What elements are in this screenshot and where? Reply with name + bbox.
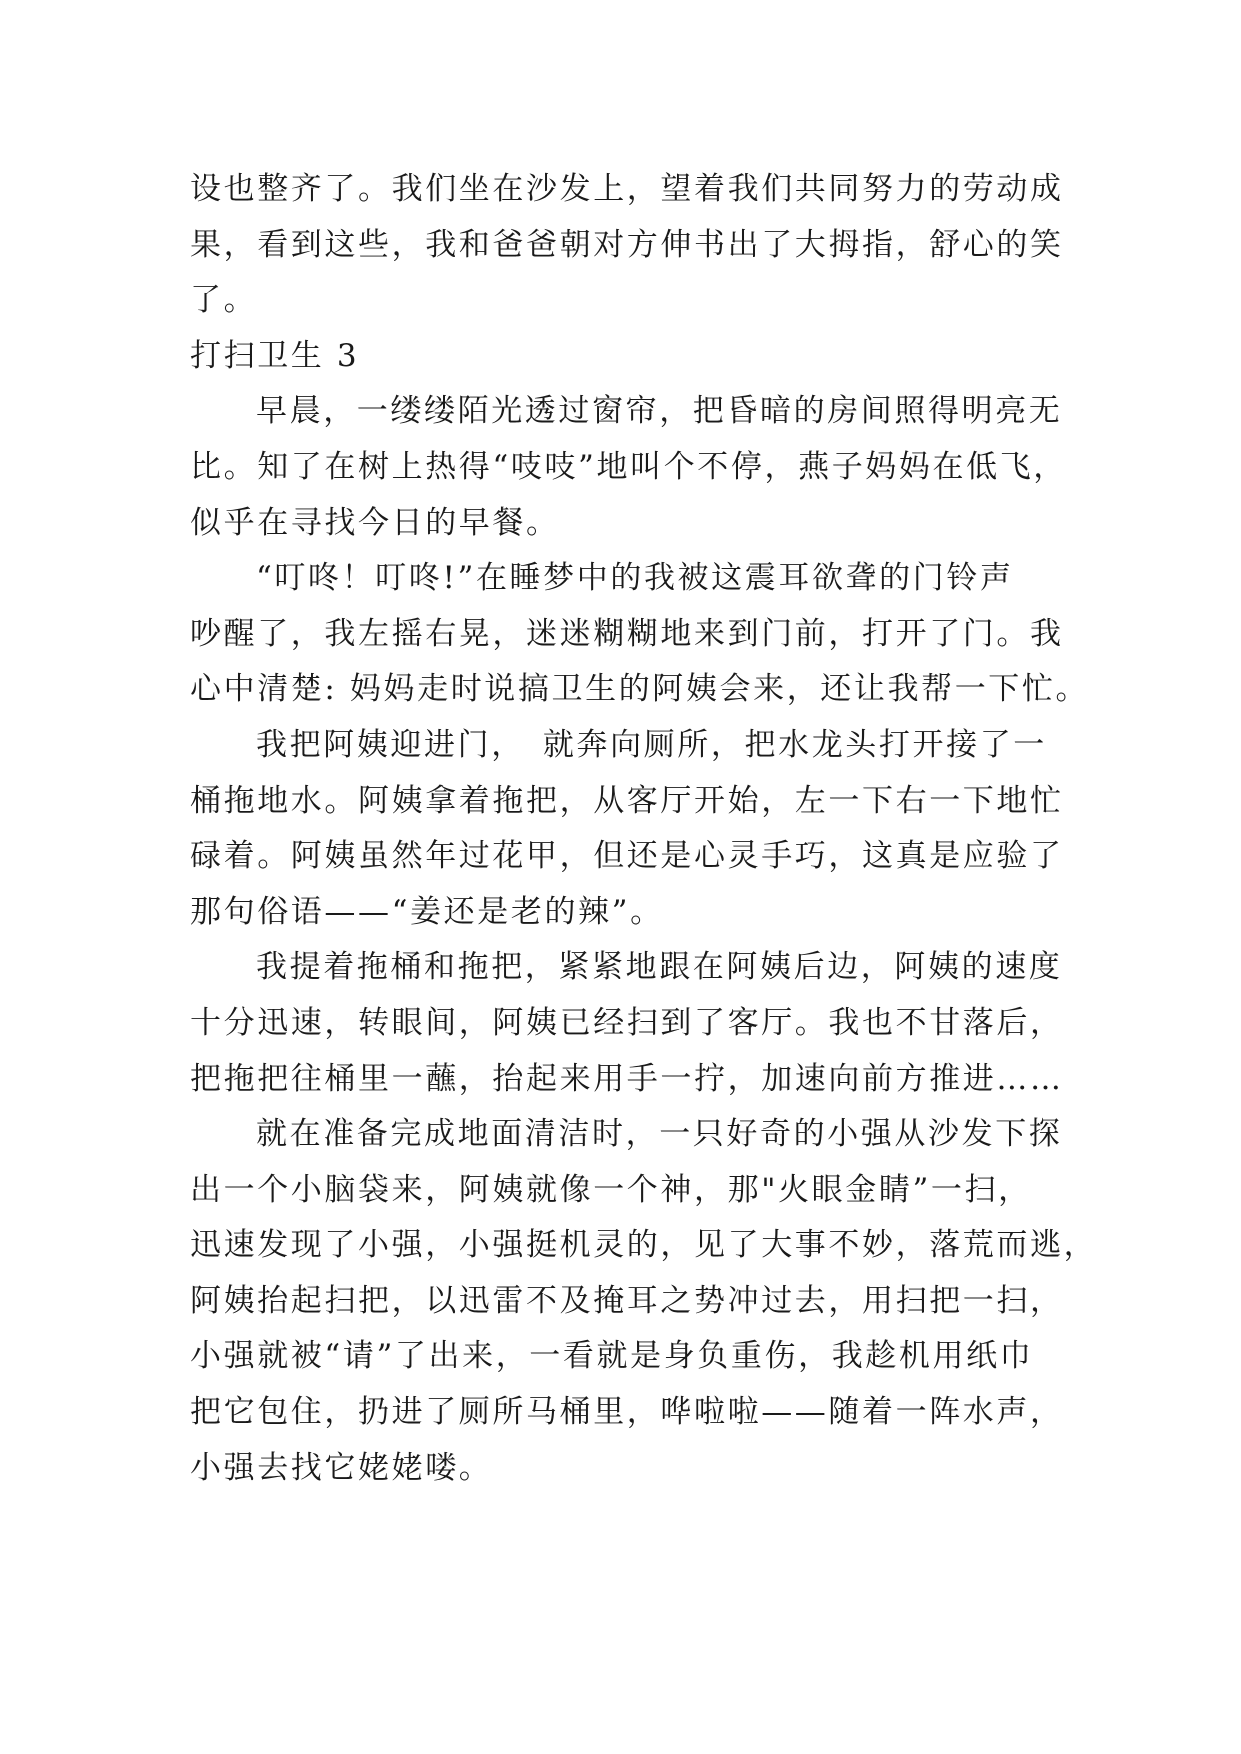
text-line: 阿姨抬起扫把，以迅雷不及掩耳之势冲过去，用扫把一扫， [190, 1282, 1064, 1319]
text-line: 吵醒了，我左摇右晃，迷迷糊糊地来到门前，打开了门。我 [190, 615, 1064, 652]
text-line: 果，看到这些，我和爸爸朝对方伸书出了大拇指，舒心的笑 [190, 226, 1064, 263]
text-line: 设也整齐了。我们坐在沙发上，望着我们共同努力的劳动成 [190, 171, 1064, 207]
text-line: 碌着。阿姨虽然年过花甲，但还是心灵手巧，这真是应验了 [190, 838, 1064, 875]
text-line: 那句俗语——“姜还是老的辣”。 [190, 893, 664, 930]
text-line: 小强去找它姥姥喽。 [190, 1449, 493, 1486]
text-line: 早晨，一缕缕陌光透过窗帘，把昏暗的房间照得明亮无 [256, 393, 1063, 430]
text-line: 我提着拖桶和拖把，紧紧地跟在阿姨后边，阿姨的速度 [256, 949, 1063, 986]
text-line: 比。知了在树上热得“吱吱”地叫个不停，燕子妈妈在低飞， [190, 448, 1067, 485]
text-line: 十分迅速，转眼间，阿姨已经扫到了客厅。我也不甘落后， [190, 1004, 1064, 1041]
text-line: 迅速发现了小强，小强挺机灵的，见了大事不妙，落荒而逃， [190, 1227, 1098, 1264]
text-line: 把拖把往桶里一蘸，抬起来用手一拧，加速向前方推进…… [190, 1060, 1064, 1097]
text-line: 桶拖地水。阿姨拿着拖把，从客厅开始，左一下右一下地忙 [190, 782, 1064, 819]
text-line: 心中清楚: 妈妈走时说搞卫生的阿姨会来，还让我帮一下忙。 [190, 671, 1090, 708]
section-heading: 打扫卫生 3 [190, 337, 360, 374]
text-line: “叮咚！叮咚!”在睡梦中的我被这震耳欲聋的门铃声 [256, 560, 1014, 597]
text-line: 似乎在寻找今日的早餐。 [190, 504, 560, 541]
text-line: 我把阿姨迎进门， 就奔向厕所，把水龙头打开接了一 [256, 726, 1047, 763]
text-line: 出一个小脑袋来，阿姨就像一个神，那"火眼金睛”一扫， [190, 1171, 1032, 1208]
essay-text [190, 162, 1098, 1496]
text-line: 就在准备完成地面清洁时，一只好奇的小强从沙发下探 [256, 1116, 1063, 1153]
text-line: 把它包住，扔进了厕所马桶里，哗啦啦——随着一阵水声， [190, 1394, 1064, 1431]
text-line: 了。 [190, 282, 258, 319]
text-line: 小强就被“请”了出来，一看就是身负重伤，我趁机用纸巾 [190, 1338, 1034, 1375]
